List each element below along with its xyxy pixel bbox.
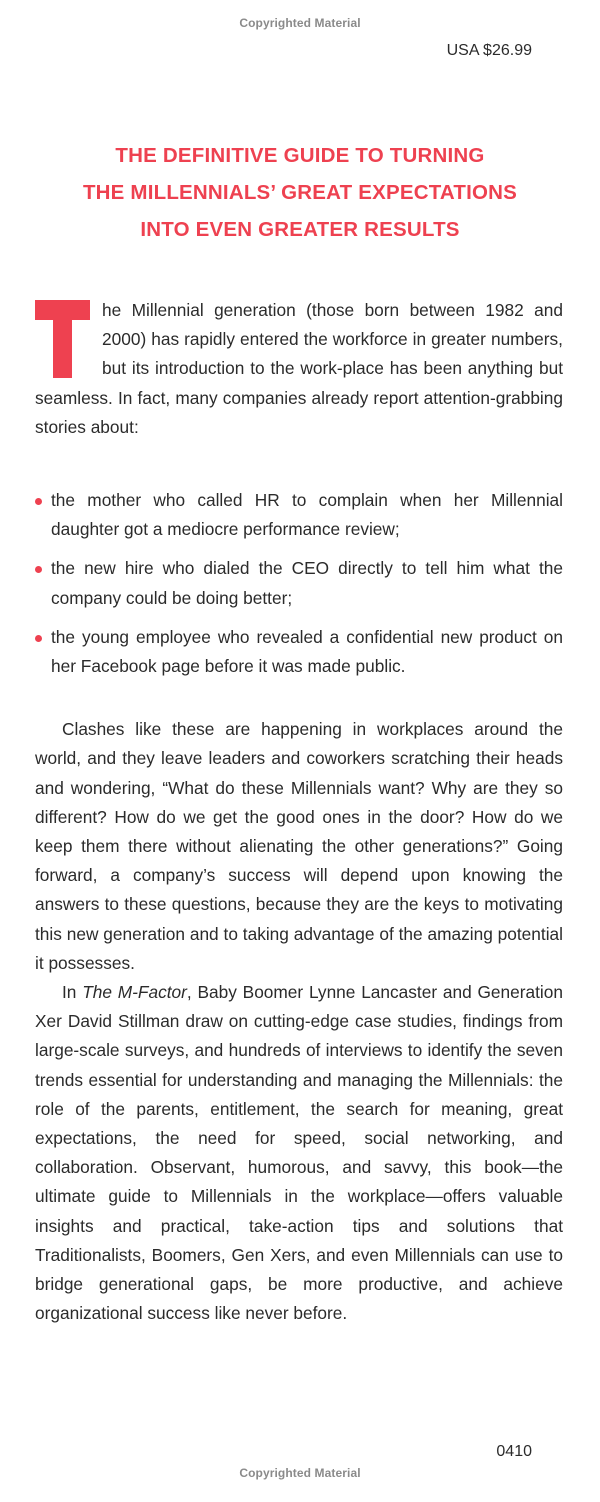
copyright-watermark-bottom: Copyrighted Material (239, 1466, 361, 1480)
headline-line-3: INTO EVEN GREATER RESULTS (140, 218, 460, 241)
anecdote-list (35, 486, 563, 681)
headline-line-2: THE MILLENNIALS’ GREAT EXPECTATIONS (82, 181, 518, 204)
headline-line-1: THE DEFINITIVE GUIDE TO TURNING (115, 144, 485, 167)
list-item-text: the new hire who dialed the CEO directly to tell him what the company could be doing better; (51, 558, 563, 608)
jacket-copy (35, 296, 563, 1329)
intro-text: he Millennial generation (those born between 1982 and 2000) has rapidly entered the workforce in greater numbers, but its introduction to the work-place has been anything but seamless. In fact, many companies already report attention-grabbing stories about: (35, 300, 563, 437)
price-label: USA $26.99 (446, 42, 532, 59)
bullet-dot-icon (35, 635, 42, 642)
list-item-text: the young employee who revealed a confidential new product on her Facebook page before it was made public. (51, 626, 563, 677)
copyright-watermark-top: Copyrighted Material (239, 16, 361, 30)
list-item-text: the mother who called HR to complain when her Millennial daughter got a mediocre performance review; (51, 490, 563, 540)
dropcap-t (35, 300, 90, 378)
body-paragraph-mfactor (35, 978, 563, 1328)
headline (0, 137, 600, 248)
intro-paragraph (35, 296, 563, 442)
book-title: The M-Factor (82, 982, 187, 1003)
mfactor-lead: In (62, 982, 83, 1003)
bullet-dot-icon (35, 498, 42, 505)
list-item (35, 486, 563, 544)
list-item (35, 554, 563, 612)
bullet-dot-icon (35, 566, 42, 573)
mfactor-rest: , Baby Boomer Lynne Lancaster and Generation Xer David Stillman draw on cutting-edge case studies, findings from large-scale surveys, and hundreds of interviews to identify the seven trends essential for understanding and managing the Millennials: the role of the parents, entitlement, the search for meaning, great expectations, the need for speed, social networking, and collaboration. Observant, humorous, and savvy, this book—the ultimate guide to Millennials in the workplace—offers valuable insights and practical, take-action tips and solutions that Traditionalists, Boomers, Gen Xers, and even Millennials can use to bridge generational gaps, be more productive, and achieve organizational success like never before. (35, 982, 563, 1324)
page-code: 0410 (496, 1443, 532, 1460)
list-item (35, 623, 563, 681)
body-paragraph-clashes: Clashes like these are happening in workplaces around the world, and they leave leaders and coworkers scratching their heads and wondering, “What do these Millennials want? Why are they so different? How do we get the good ones in the door? How do we keep them there without alienating the other generations?” Going forward, a company’s success will depend upon knowing the answers to these questions, because they are the keys to motivating this new generation and to taking advantage of the amazing potential it possesses. (35, 719, 563, 973)
dropcap-bar-stem (53, 300, 72, 378)
